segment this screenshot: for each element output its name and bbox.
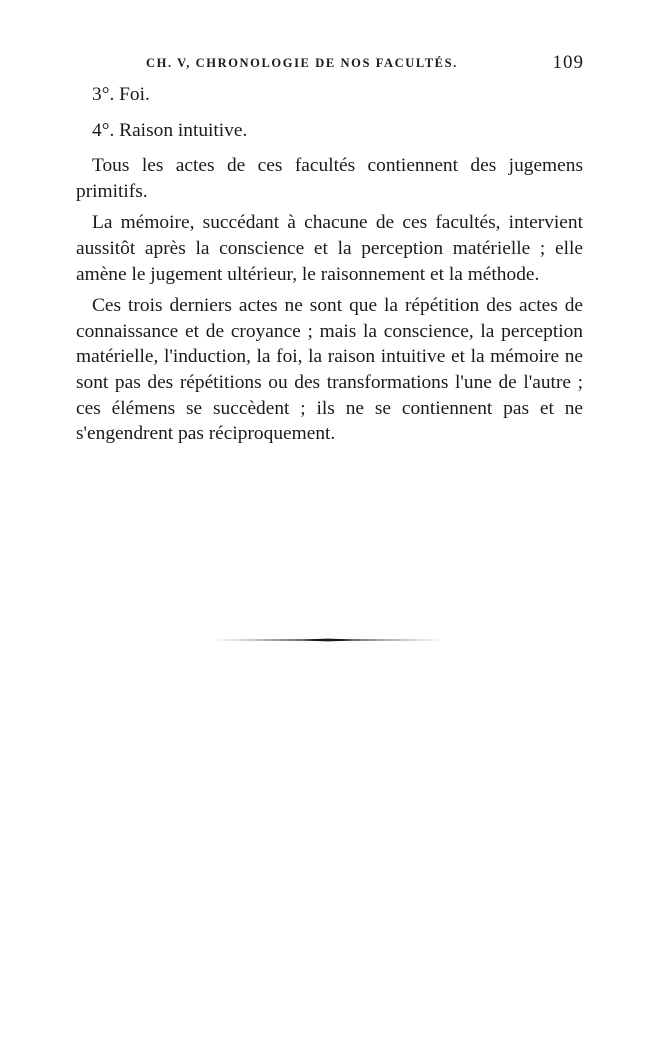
paragraph: La mémoire, succédant à chacune de ces facultés, intervient aussitôt après la conscience et la perception matérielle ; elle amène le jugement ultérieur, le raisonnement et la méthode. xyxy=(76,212,583,285)
paragraph: Ces trois derniers actes ne sont que la répétition des actes de connaissance et de croyance ; mais la conscience, la perception matérielle, l'induction, la foi, la raison intuitive et la mémoire ne sont pas des répétitions ou des transformations l'une de l'autre ; ces élémens se succèdent ; ils ne se contiennent pas et ne s'engendrent pas réciproquement. xyxy=(76,295,583,445)
running-title: CH. V, CHRONOLOGIE DE NOS FACULTÉS. xyxy=(146,56,458,70)
body-text xyxy=(76,82,583,453)
running-header xyxy=(146,54,586,76)
list-item: 3°. Foi. xyxy=(92,84,150,105)
list-item: 4°. Raison intuitive. xyxy=(92,119,248,141)
page-number: 109 xyxy=(552,52,584,73)
end-ornament-rule xyxy=(213,638,443,642)
paragraph: Tous les actes de ces facultés contiennent des jugemens primitifs. xyxy=(76,155,583,202)
